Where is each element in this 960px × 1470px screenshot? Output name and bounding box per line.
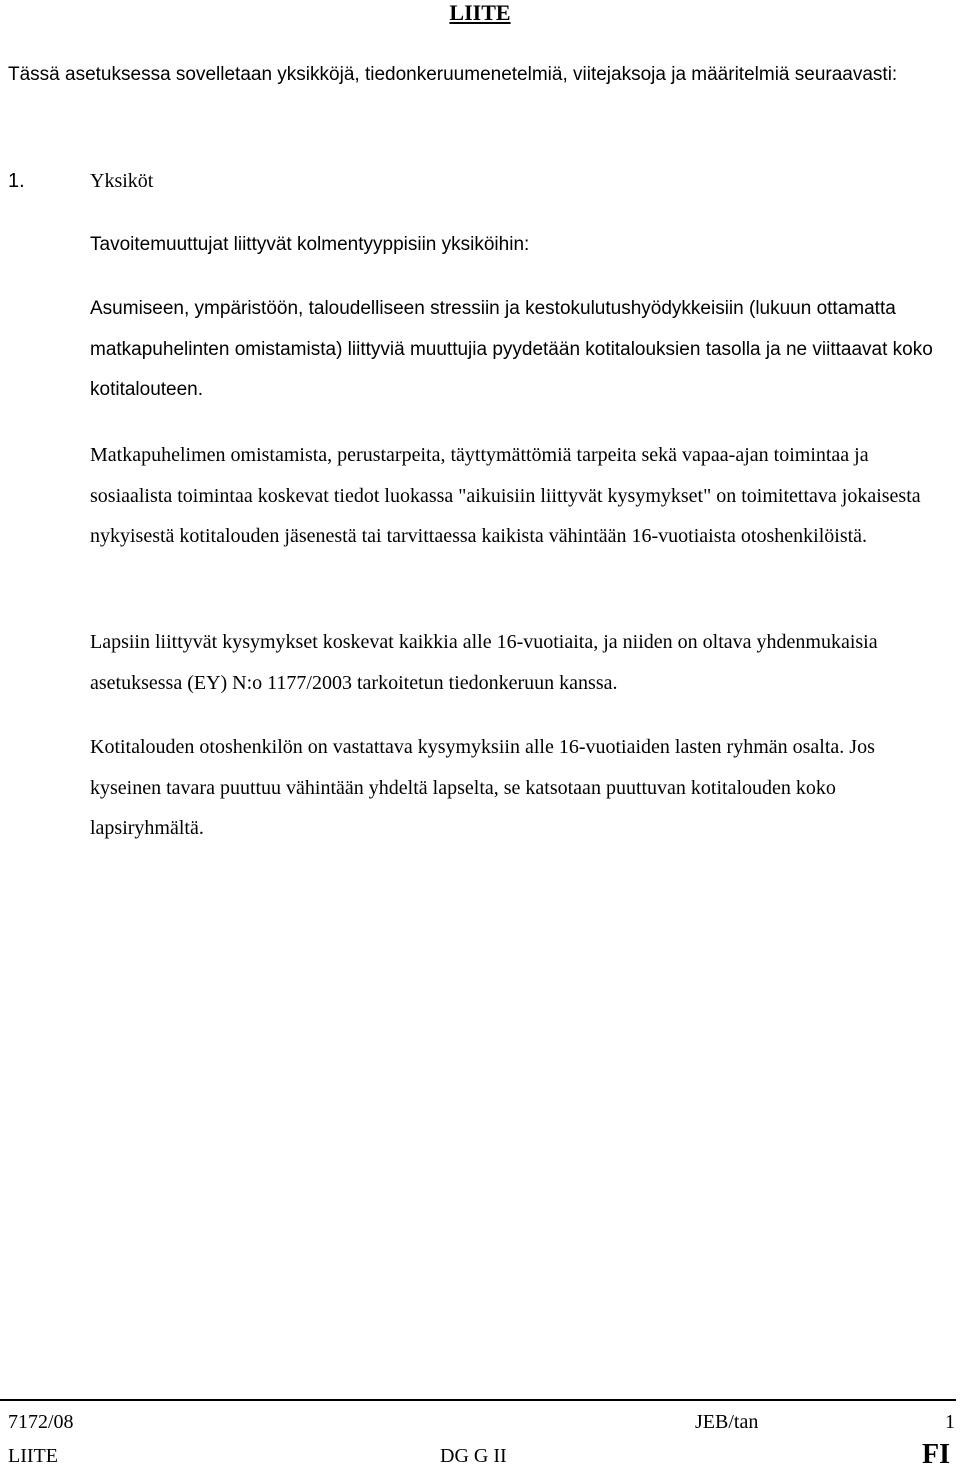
footer-page-number: 1 [945,1411,955,1433]
footer-directorate: DG G II [440,1445,507,1467]
paragraph-unit-types: Tavoitemuuttujat liittyvät kolmentyyppisiin yksiköihin: [90,234,530,255]
footer-reference: 7172/08 [8,1411,74,1433]
document-title: LIITE [449,0,511,25]
intro-paragraph: Tässä asetuksessa sovelletaan yksikköjä, tiedonkeruumenetelmiä, viitejaksoja ja määritelmiä seuraavasti: [8,64,898,85]
footer-annex-label: LIITE [8,1445,58,1467]
paragraph-child-questions: Lapsiin liittyvät kysymykset koskevat kaikkia alle 16-vuotiaita, ja niiden on oltava yhdenmukaisia asetuksessa (EY) N:o 1177/2003 tarkoitetun tiedonkeruun kanssa. [90,631,878,694]
paragraph-child-group: Kotitalouden otoshenkilön on vastattava kysymyksiin alle 16-vuotiaiden lasten ryhmän osalta. Jos kyseinen tavara puuttuu vähintään yhdeltä lapselta, se katsotaan puuttuvan kotitalouden koko lapsiryhmältä. [90,736,875,840]
paragraph-household-level: Asumiseen, ympäristöön, taloudelliseen stressiin ja kestokulutushyödykkeisiin (lukuun ottamatta matkapuhelinten omistamista) liittyviä muuttujia pyydetään kotitalouksien tasolla ja ne viittaavat koko kotitalouteen. [90,298,933,401]
section-title: Yksiköt [90,170,154,192]
footer-language-code: FI [922,1439,950,1470]
footer-divider [0,1399,956,1401]
paragraph-adult-questions: Matkapuhelimen omistamista, perustarpeita, täyttymättömiä tarpeita sekä vapaa-ajan toimintaa ja sosiaalista toimintaa koskevat tiedot luokassa "aikuisiin liittyvät kysymykset" on toimitettava jokaisesta nykyisestä kotitalouden jäsenestä tai tarvittaessa kaikista vähintään 16-vuotiaista otoshenkilöistä. [90,444,921,548]
footer-author: JEB/tan [695,1411,759,1433]
section-number: 1. [8,170,25,192]
